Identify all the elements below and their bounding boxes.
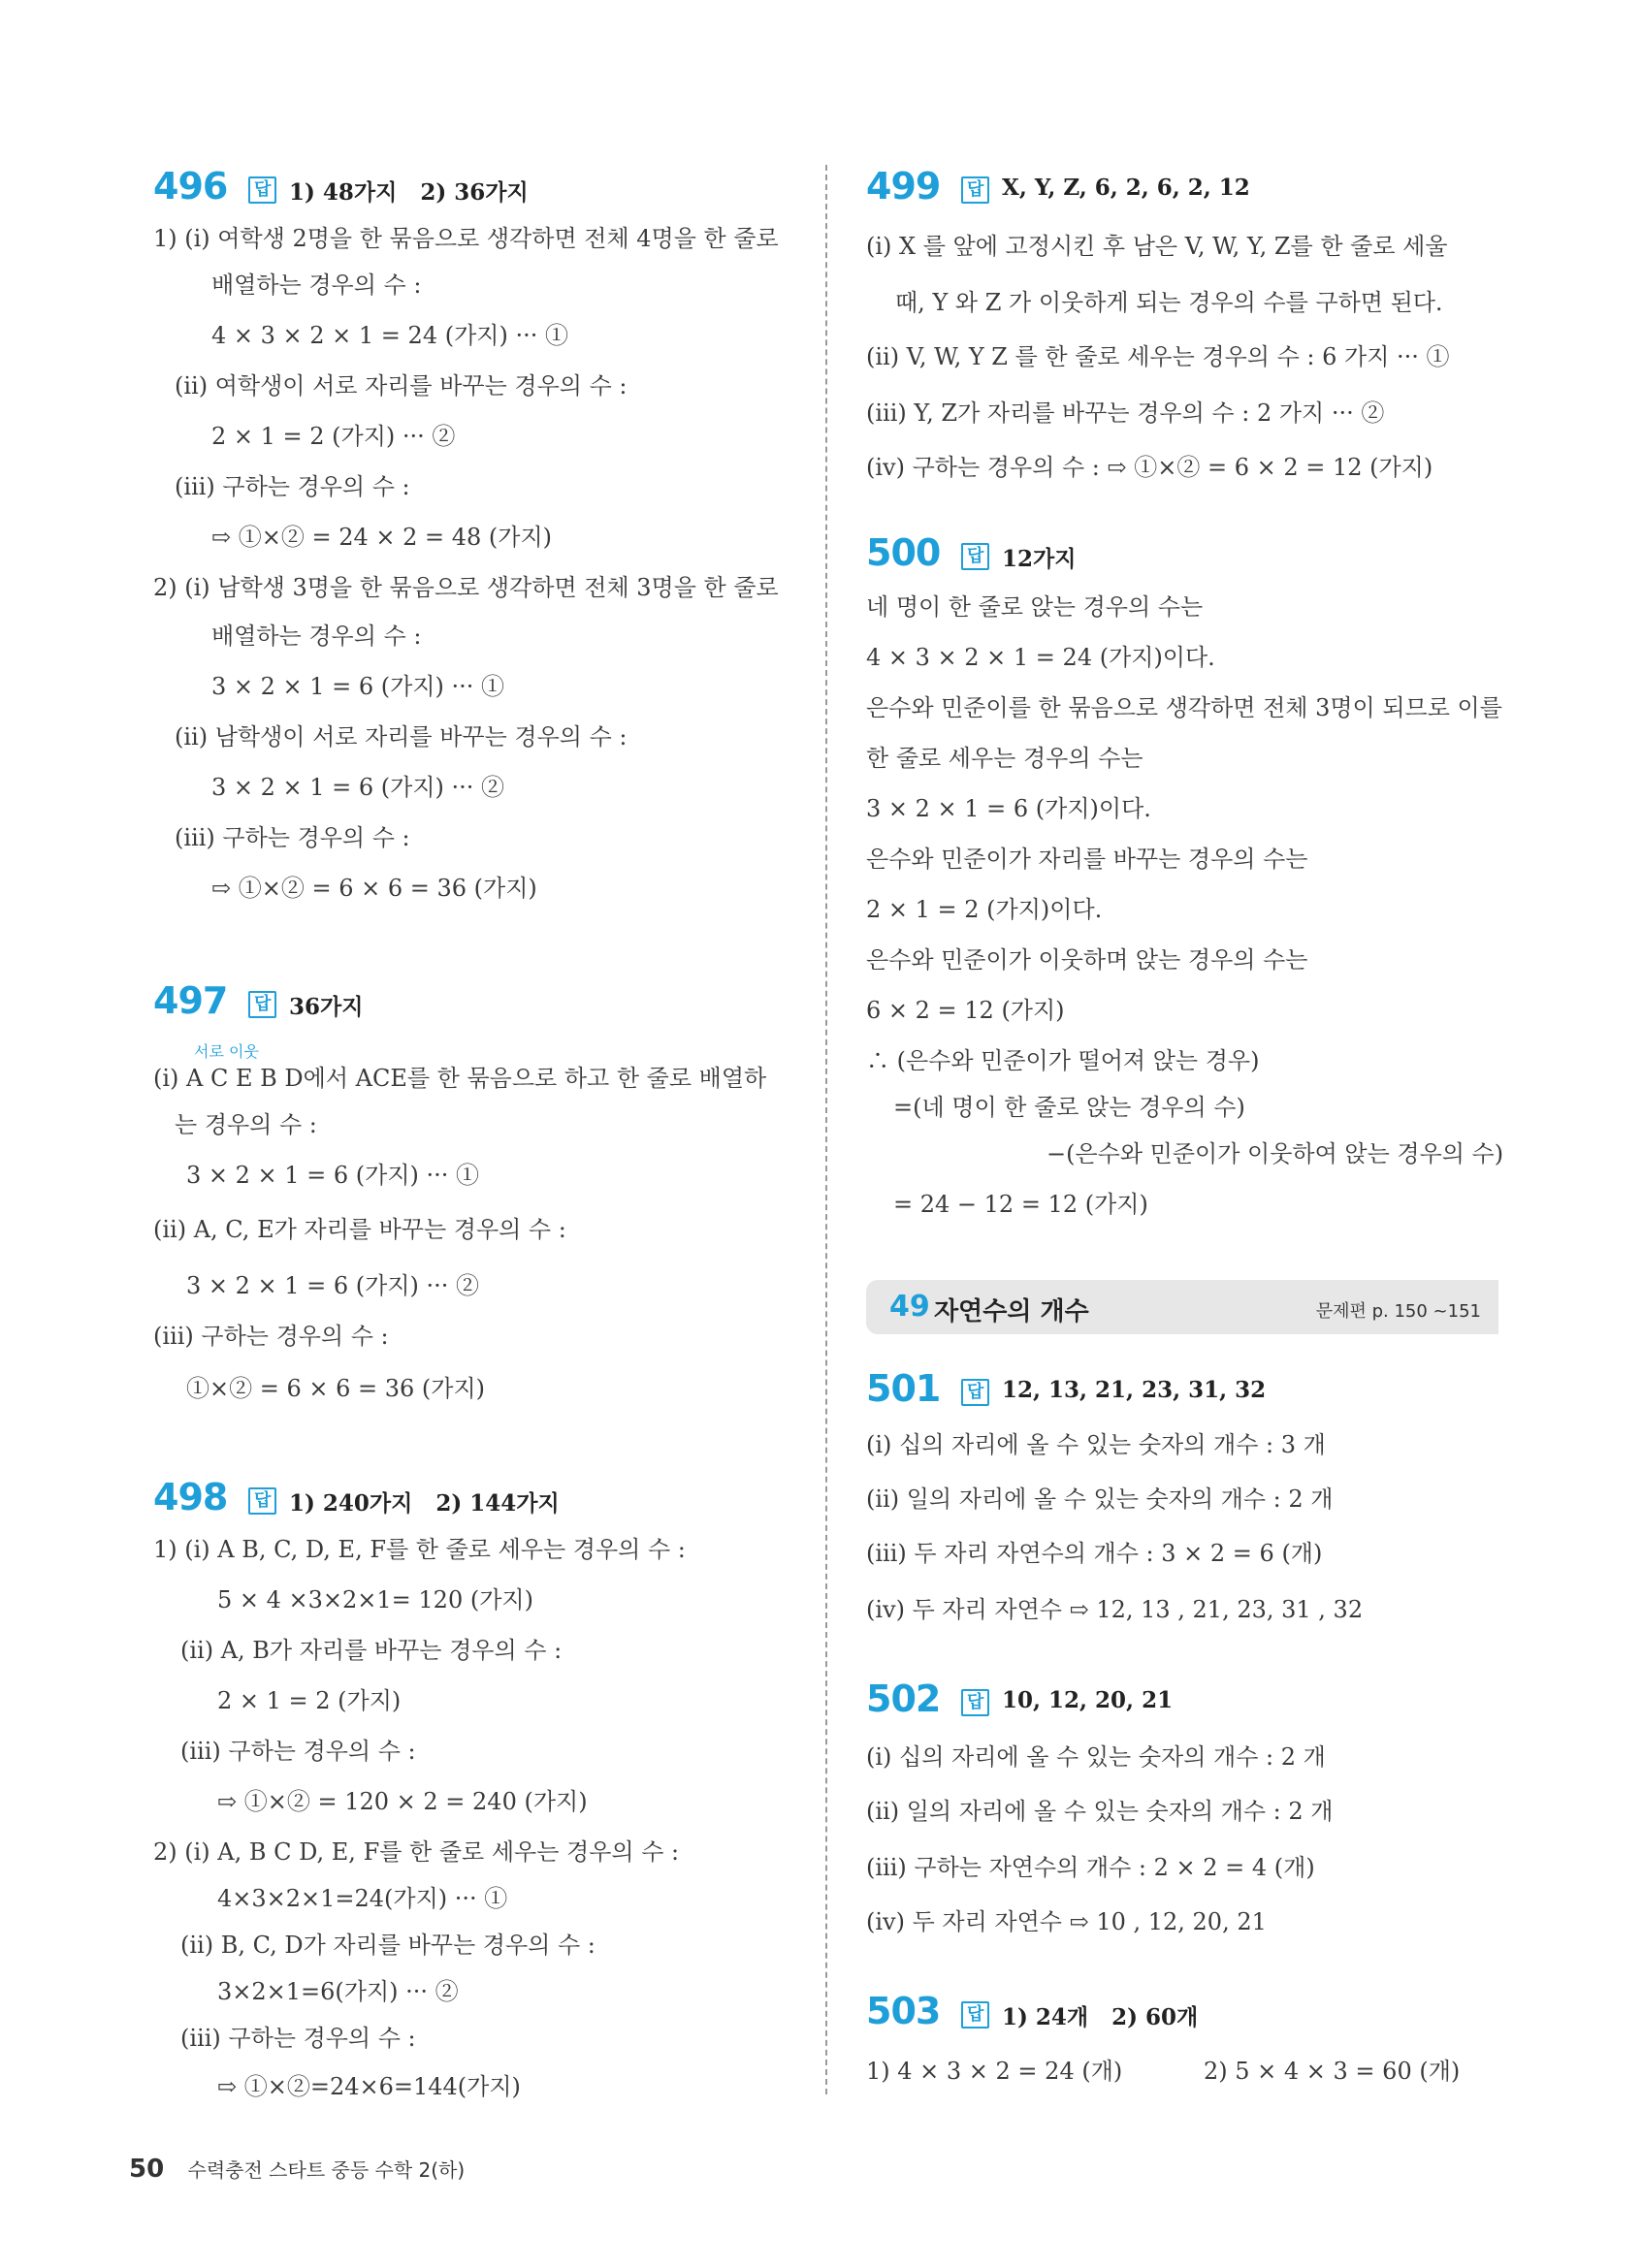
section-page-reference: 문제편 p. 150 ~151 <box>1315 1301 1481 1322</box>
text-line: 은수와 민준이가 이웃하며 앉는 경우의 수는 <box>866 946 1308 974</box>
equation-line: (ⅳ) 구하는 경우의 수 : ⇨ ①×② = 6 × 2 = 12 (가지) <box>866 454 1433 481</box>
text-line: −(은수와 민준이가 이웃하여 앉는 경우의 수) <box>1046 1140 1504 1167</box>
problem-number-503: 503 <box>866 1990 941 2032</box>
text-line: (ⅰ) 십의 자리에 올 수 있는 숫자의 개수 : 2 개 <box>866 1743 1326 1771</box>
equation-line: 6 × 2 = 12 (가지) <box>866 997 1065 1024</box>
equation-line: ⇨ ①×② = 6 × 6 = 36 (가지) <box>211 875 537 902</box>
text-line: 배열하는 경우의 수 : <box>211 623 422 650</box>
answer-tag: 답 <box>248 991 276 1018</box>
section-title: 자연수의 개수 <box>934 1297 1089 1326</box>
book-title: 수력충전 스타트 중등 수학 2(하) <box>187 2158 466 2182</box>
text-line: (ⅱ) A, C, E가 자리를 바꾸는 경우의 수 : <box>153 1216 566 1243</box>
equation-line: ⇨ ①×② = 24 × 2 = 48 (가지) <box>211 524 553 551</box>
text-line: 1) (ⅰ) 여학생 2명을 한 묶음으로 생각하면 전체 4명을 한 줄로 <box>153 225 779 252</box>
column-divider <box>825 165 827 2094</box>
text-line: 1) (ⅰ) A B, C, D, E, F를 한 줄로 세우는 경우의 수 : <box>153 1536 686 1563</box>
answer-tag: 답 <box>961 1379 989 1406</box>
equation-line: 3 × 2 × 1 = 6 (가지) ··· ① <box>186 1162 480 1189</box>
answer-496-2: 2) 36가지 <box>420 179 529 206</box>
answer-tag: 답 <box>961 543 989 570</box>
answer-tag: 답 <box>248 176 276 204</box>
annotation-note: 서로 이웃 <box>194 1042 259 1061</box>
text-line: (ⅱ) 여학생이 서로 자리를 바꾸는 경우의 수 : <box>175 372 628 399</box>
equation-line: 5 × 4 ×3×2×1= 120 (가지) <box>217 1586 533 1613</box>
text-line: 2) (ⅰ) A, B C D, E, F를 한 줄로 세우는 경우의 수 : <box>153 1838 680 1866</box>
text-line: 은수와 민준이를 한 묶음으로 생각하면 전체 3명이 되므로 이를 <box>866 694 1502 721</box>
text-line: =(네 명이 한 줄로 앉는 경우의 수) <box>893 1094 1245 1121</box>
text-line: (ⅱ) 일의 자리에 올 수 있는 숫자의 개수 : 2 개 <box>866 1485 1334 1513</box>
equation-line: ①×② = 6 × 6 = 36 (가지) <box>186 1375 486 1402</box>
equation-line: 3 × 2 × 1 = 6 (가지) ··· ① <box>211 673 505 700</box>
answer-500: 12가지 <box>1002 546 1077 572</box>
equation-line: 4 × 3 × 2 × 1 = 24 (가지) ··· ① <box>211 322 568 349</box>
text-line: (ⅱ) A, B가 자리를 바꾸는 경우의 수 : <box>180 1637 563 1664</box>
answer-503-2: 2) 60개 <box>1111 2004 1199 2030</box>
equation-line: 1) 4 × 3 × 2 = 24 (개) <box>866 2058 1123 2085</box>
equation-line: 2) 5 × 4 × 3 = 60 (개) <box>1204 2058 1461 2085</box>
text-line: 은수와 민준이가 자리를 바꾸는 경우의 수는 <box>866 846 1308 873</box>
text-line: 한 줄로 세우는 경우의 수는 <box>866 745 1143 772</box>
text-line: (ⅱ) V, W, Y Z 를 한 줄로 세우는 경우의 수 : 6 가지 ··· ① <box>866 343 1450 370</box>
answer-501: 12, 13, 21, 23, 31, 32 <box>1002 1377 1267 1403</box>
answer-498-1: 1) 240가지 <box>289 1490 413 1517</box>
equation-line: (ⅲ) 구하는 자연수의 개수 : 2 × 2 = 4 (개) <box>866 1854 1315 1881</box>
problem-number-500: 500 <box>866 531 941 574</box>
text-line: (ⅳ) 두 자리 자연수 ⇨ 12, 13 , 21, 23, 31 , 32 <box>866 1596 1364 1623</box>
text-line: (ⅲ) 구하는 경우의 수 : <box>153 1323 389 1350</box>
equation-line: 2 × 1 = 2 (가지) <box>217 1687 402 1714</box>
equation-line: 4×3×2×1=24(가지) ··· ① <box>217 1885 508 1912</box>
section-header <box>866 1280 1498 1334</box>
equation-line: 3 × 2 × 1 = 6 (가지)이다. <box>866 795 1151 822</box>
problem-number-501: 501 <box>866 1367 941 1410</box>
equation-line: ⇨ ①×② = 120 × 2 = 240 (가지) <box>217 1788 588 1815</box>
text-line: (ⅲ) 구하는 경우의 수 : <box>180 2025 416 2052</box>
equation-line: 3 × 2 × 1 = 6 (가지) ··· ② <box>186 1272 480 1299</box>
problem-number-502: 502 <box>866 1677 941 1720</box>
answer-502: 10, 12, 20, 21 <box>1002 1687 1174 1713</box>
text-line: 때, Y 와 Z 가 이웃하게 되는 경우의 수를 구하면 된다. <box>895 289 1443 316</box>
answer-tag: 답 <box>961 1689 989 1716</box>
text-line: (ⅰ) A C E B D에서 ACE를 한 묶음으로 하고 한 줄로 배열하 <box>153 1065 767 1092</box>
text-line: (ⅲ) 구하는 경우의 수 : <box>180 1738 416 1765</box>
text-line: 배열하는 경우의 수 : <box>211 272 422 299</box>
equation-line: 3×2×1=6(가지) ··· ② <box>217 1978 459 2005</box>
text-line: (ⅲ) 구하는 경우의 수 : <box>175 824 410 851</box>
text-line: 2) (ⅰ) 남학생 3명을 한 묶음으로 생각하면 전체 3명을 한 줄로 <box>153 574 779 601</box>
text-line: 는 경우의 수 : <box>175 1111 317 1138</box>
equation-line: 2 × 1 = 2 (가지) ··· ② <box>211 423 456 450</box>
text-line: (ⅲ) 구하는 경우의 수 : <box>175 473 410 500</box>
problem-number-499: 499 <box>866 165 941 208</box>
text-line: ∴ (은수와 민준이가 떨어져 앉는 경우) <box>866 1047 1260 1074</box>
equation-line: 2 × 1 = 2 (가지)이다. <box>866 896 1103 923</box>
text-line: (ⅰ) 십의 자리에 올 수 있는 숫자의 개수 : 3 개 <box>866 1431 1326 1458</box>
text-line: (ⅱ) B, C, D가 자리를 바꾸는 경우의 수 : <box>180 1932 596 1959</box>
problem-number-498: 498 <box>153 1476 228 1518</box>
answer-496-1: 1) 48가지 <box>289 179 398 206</box>
equation-line: 3 × 2 × 1 = 6 (가지) ··· ② <box>211 774 505 801</box>
text-line: (ⅰ) X 를 앞에 고정시킨 후 남은 V, W, Y, Z를 한 줄로 세울 <box>866 233 1448 260</box>
equation-line: ⇨ ①×②=24×6=144(가지) <box>217 2073 521 2100</box>
answer-498-2: 2) 144가지 <box>435 1490 560 1517</box>
text-line: (ⅲ) Y, Z가 자리를 바꾸는 경우의 수 : 2 가지 ··· ② <box>866 399 1385 427</box>
section-number: 49 <box>889 1290 930 1324</box>
answer-tag: 답 <box>248 1487 276 1515</box>
answer-tag: 답 <box>961 2001 989 2028</box>
answer-503 <box>1002 1999 1198 2031</box>
page-number: 50 <box>129 2155 165 2184</box>
answer-497: 36가지 <box>289 994 364 1020</box>
page-footer <box>129 2155 465 2184</box>
equation-line: 4 × 3 × 2 × 1 = 24 (가지)이다. <box>866 644 1215 671</box>
problem-number-496: 496 <box>153 165 228 208</box>
answer-tag: 답 <box>961 176 989 204</box>
answer-498 <box>289 1485 560 1517</box>
answer-496 <box>289 175 529 207</box>
equation-line: = 24 − 12 = 12 (가지) <box>893 1191 1148 1218</box>
text-line: (ⅱ) 남학생이 서로 자리를 바꾸는 경우의 수 : <box>175 723 628 751</box>
equation-line: (ⅲ) 두 자리 자연수의 개수 : 3 × 2 = 6 (개) <box>866 1540 1323 1567</box>
answer-503-1: 1) 24개 <box>1002 2004 1089 2030</box>
text-line: (ⅳ) 두 자리 자연수 ⇨ 10 , 12, 20, 21 <box>866 1908 1267 1935</box>
answer-499: X, Y, Z, 6, 2, 6, 2, 12 <box>1002 175 1250 201</box>
problem-number-497: 497 <box>153 979 228 1022</box>
text-line: 네 명이 한 줄로 앉는 경우의 수는 <box>866 593 1204 621</box>
text-line: (ⅱ) 일의 자리에 올 수 있는 숫자의 개수 : 2 개 <box>866 1798 1334 1825</box>
